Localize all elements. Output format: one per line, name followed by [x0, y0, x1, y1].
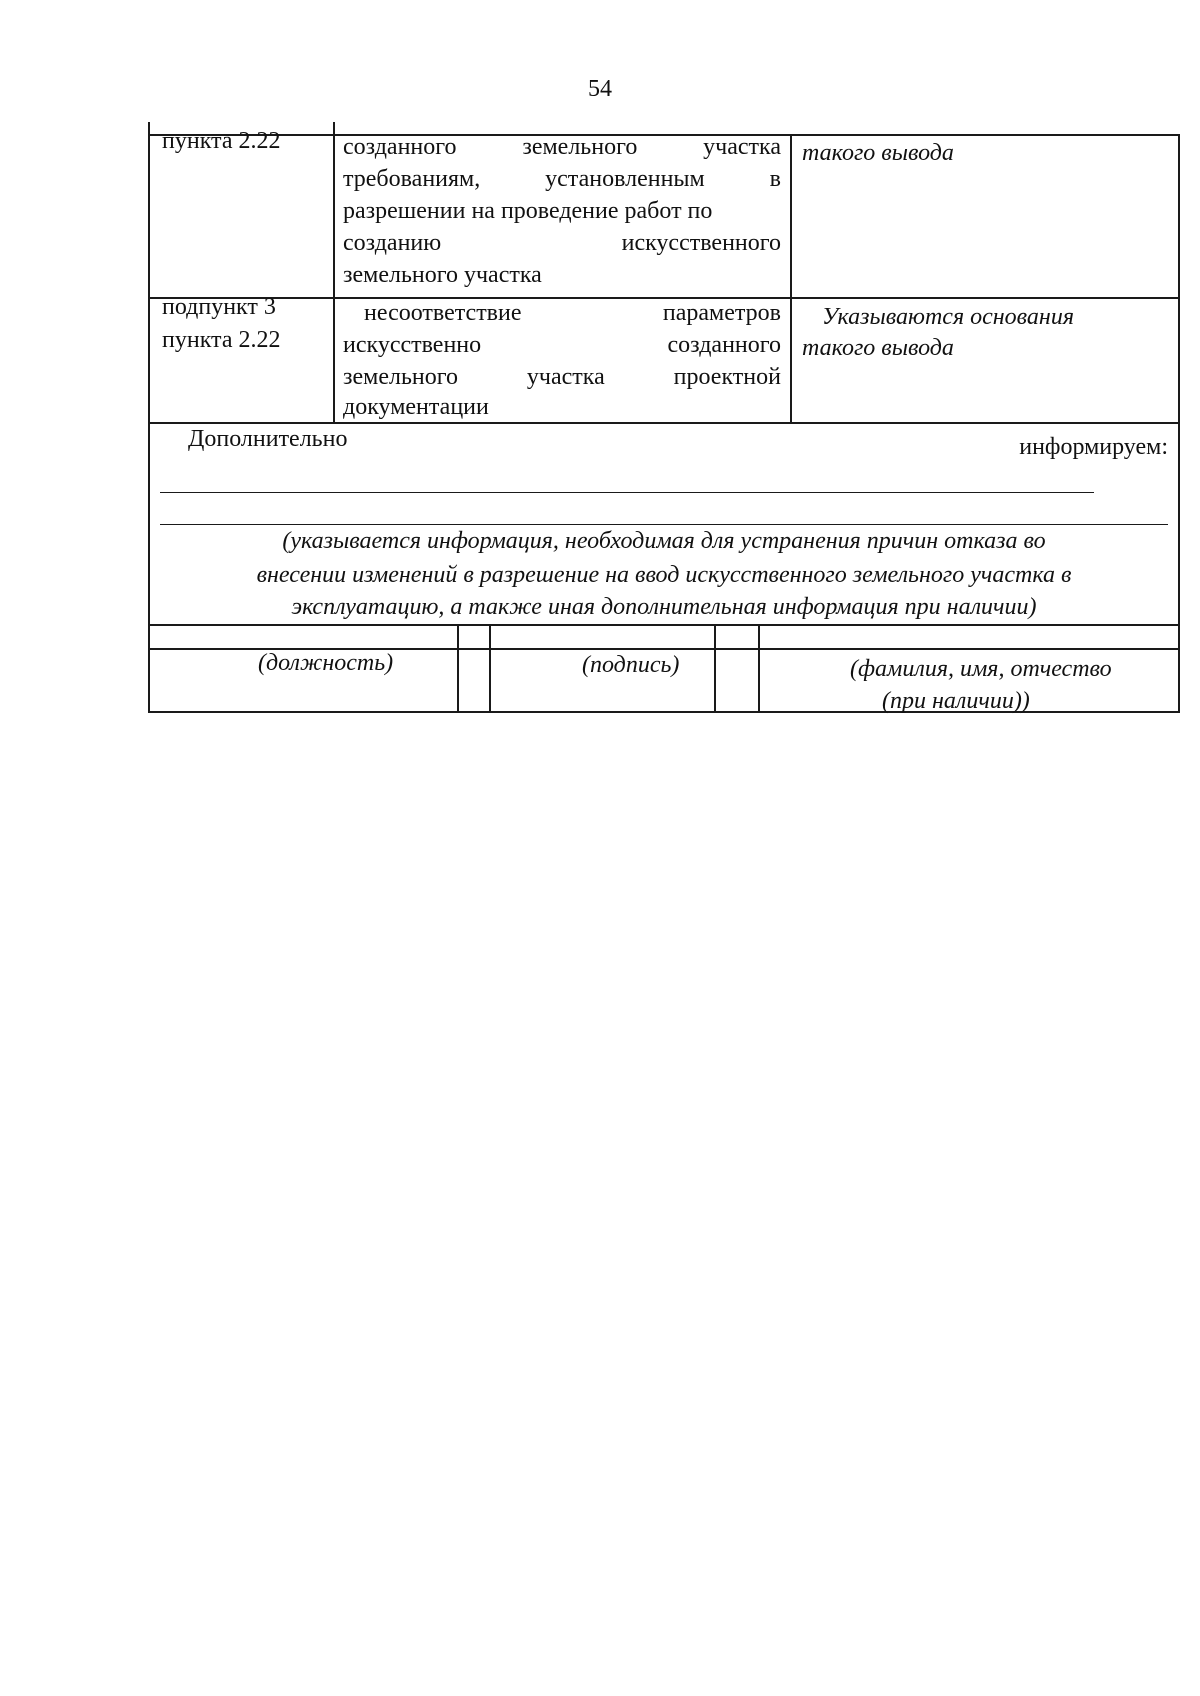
word: участка: [703, 134, 781, 160]
signature-col-divider-1: [457, 624, 459, 713]
row1-reason-line1: [343, 132, 781, 162]
additional-word-right: информируем:: [1019, 434, 1168, 460]
word: участка: [526, 364, 605, 390]
signature-name-label-line1: (фамилия, имя, отчество: [850, 656, 1112, 682]
row2-reason-line3: [343, 362, 781, 392]
table-border-top-right: [790, 134, 1180, 136]
table-border-right: [1178, 134, 1180, 713]
word: требованиям,: [343, 166, 481, 192]
signature-name-label-line2: (при наличии)): [882, 688, 1030, 714]
signature-col-divider-4: [758, 624, 760, 713]
word: земельного: [522, 134, 638, 160]
row2-reference-line1: подпункт 3: [162, 294, 276, 320]
signature-col-divider-2: [489, 624, 491, 713]
additional-note-line1: (указывается информация, необходимая для устранения причин отказа во: [282, 528, 1046, 554]
word: параметров: [662, 300, 781, 326]
table-col-divider-2: [790, 134, 792, 424]
word: искусственного: [621, 230, 781, 256]
word: в: [769, 166, 781, 192]
word: созданного: [343, 134, 457, 160]
table-border-left: [148, 122, 150, 713]
word: проектной: [673, 364, 781, 390]
row2-reason-line4: документации: [343, 394, 489, 420]
row1-explanation: такого вывода: [802, 140, 954, 166]
signature-position-label: (должность): [258, 650, 394, 676]
table-row-divider-3: [148, 624, 1180, 626]
row2-reference-line2: пункта 2.22: [162, 327, 281, 353]
word: искусственно: [343, 332, 482, 358]
word: созданию: [343, 230, 442, 256]
row1-reason-line5: земельного участка: [343, 262, 542, 288]
word: земельного: [343, 364, 458, 390]
word: установленным: [545, 166, 705, 192]
blank-fill-line-2: [160, 524, 1168, 525]
row2-explanation-line1: Указываются основания: [822, 304, 1074, 330]
row2-explanation-line2: такого вывода: [802, 335, 954, 361]
row1-reason-line2: [343, 164, 781, 194]
additional-note-line3: эксплуатацию, а также иная дополнительная информация при наличии): [291, 594, 1037, 620]
row2-reason-line2: [343, 330, 781, 360]
row1-reason-line4: [343, 228, 781, 258]
row1-reason-line3: разрешении на проведение работ по: [343, 198, 713, 224]
signature-sign-label: (подпись): [582, 652, 680, 678]
page-number: 54: [588, 76, 612, 102]
blank-fill-line-1: [160, 492, 1094, 493]
signature-col-divider-3: [714, 624, 716, 713]
additional-word-left: Дополнительно: [188, 426, 348, 452]
additional-note-line2: внесении изменений в разрешение на ввод искусственного земельного участка в: [256, 562, 1072, 588]
table-col-divider-1: [333, 122, 335, 424]
word: несоответствие: [364, 300, 522, 326]
row2-reason-line1: [364, 298, 781, 328]
word: созданного: [667, 332, 781, 358]
row1-reference: пункта 2.22: [162, 128, 281, 154]
